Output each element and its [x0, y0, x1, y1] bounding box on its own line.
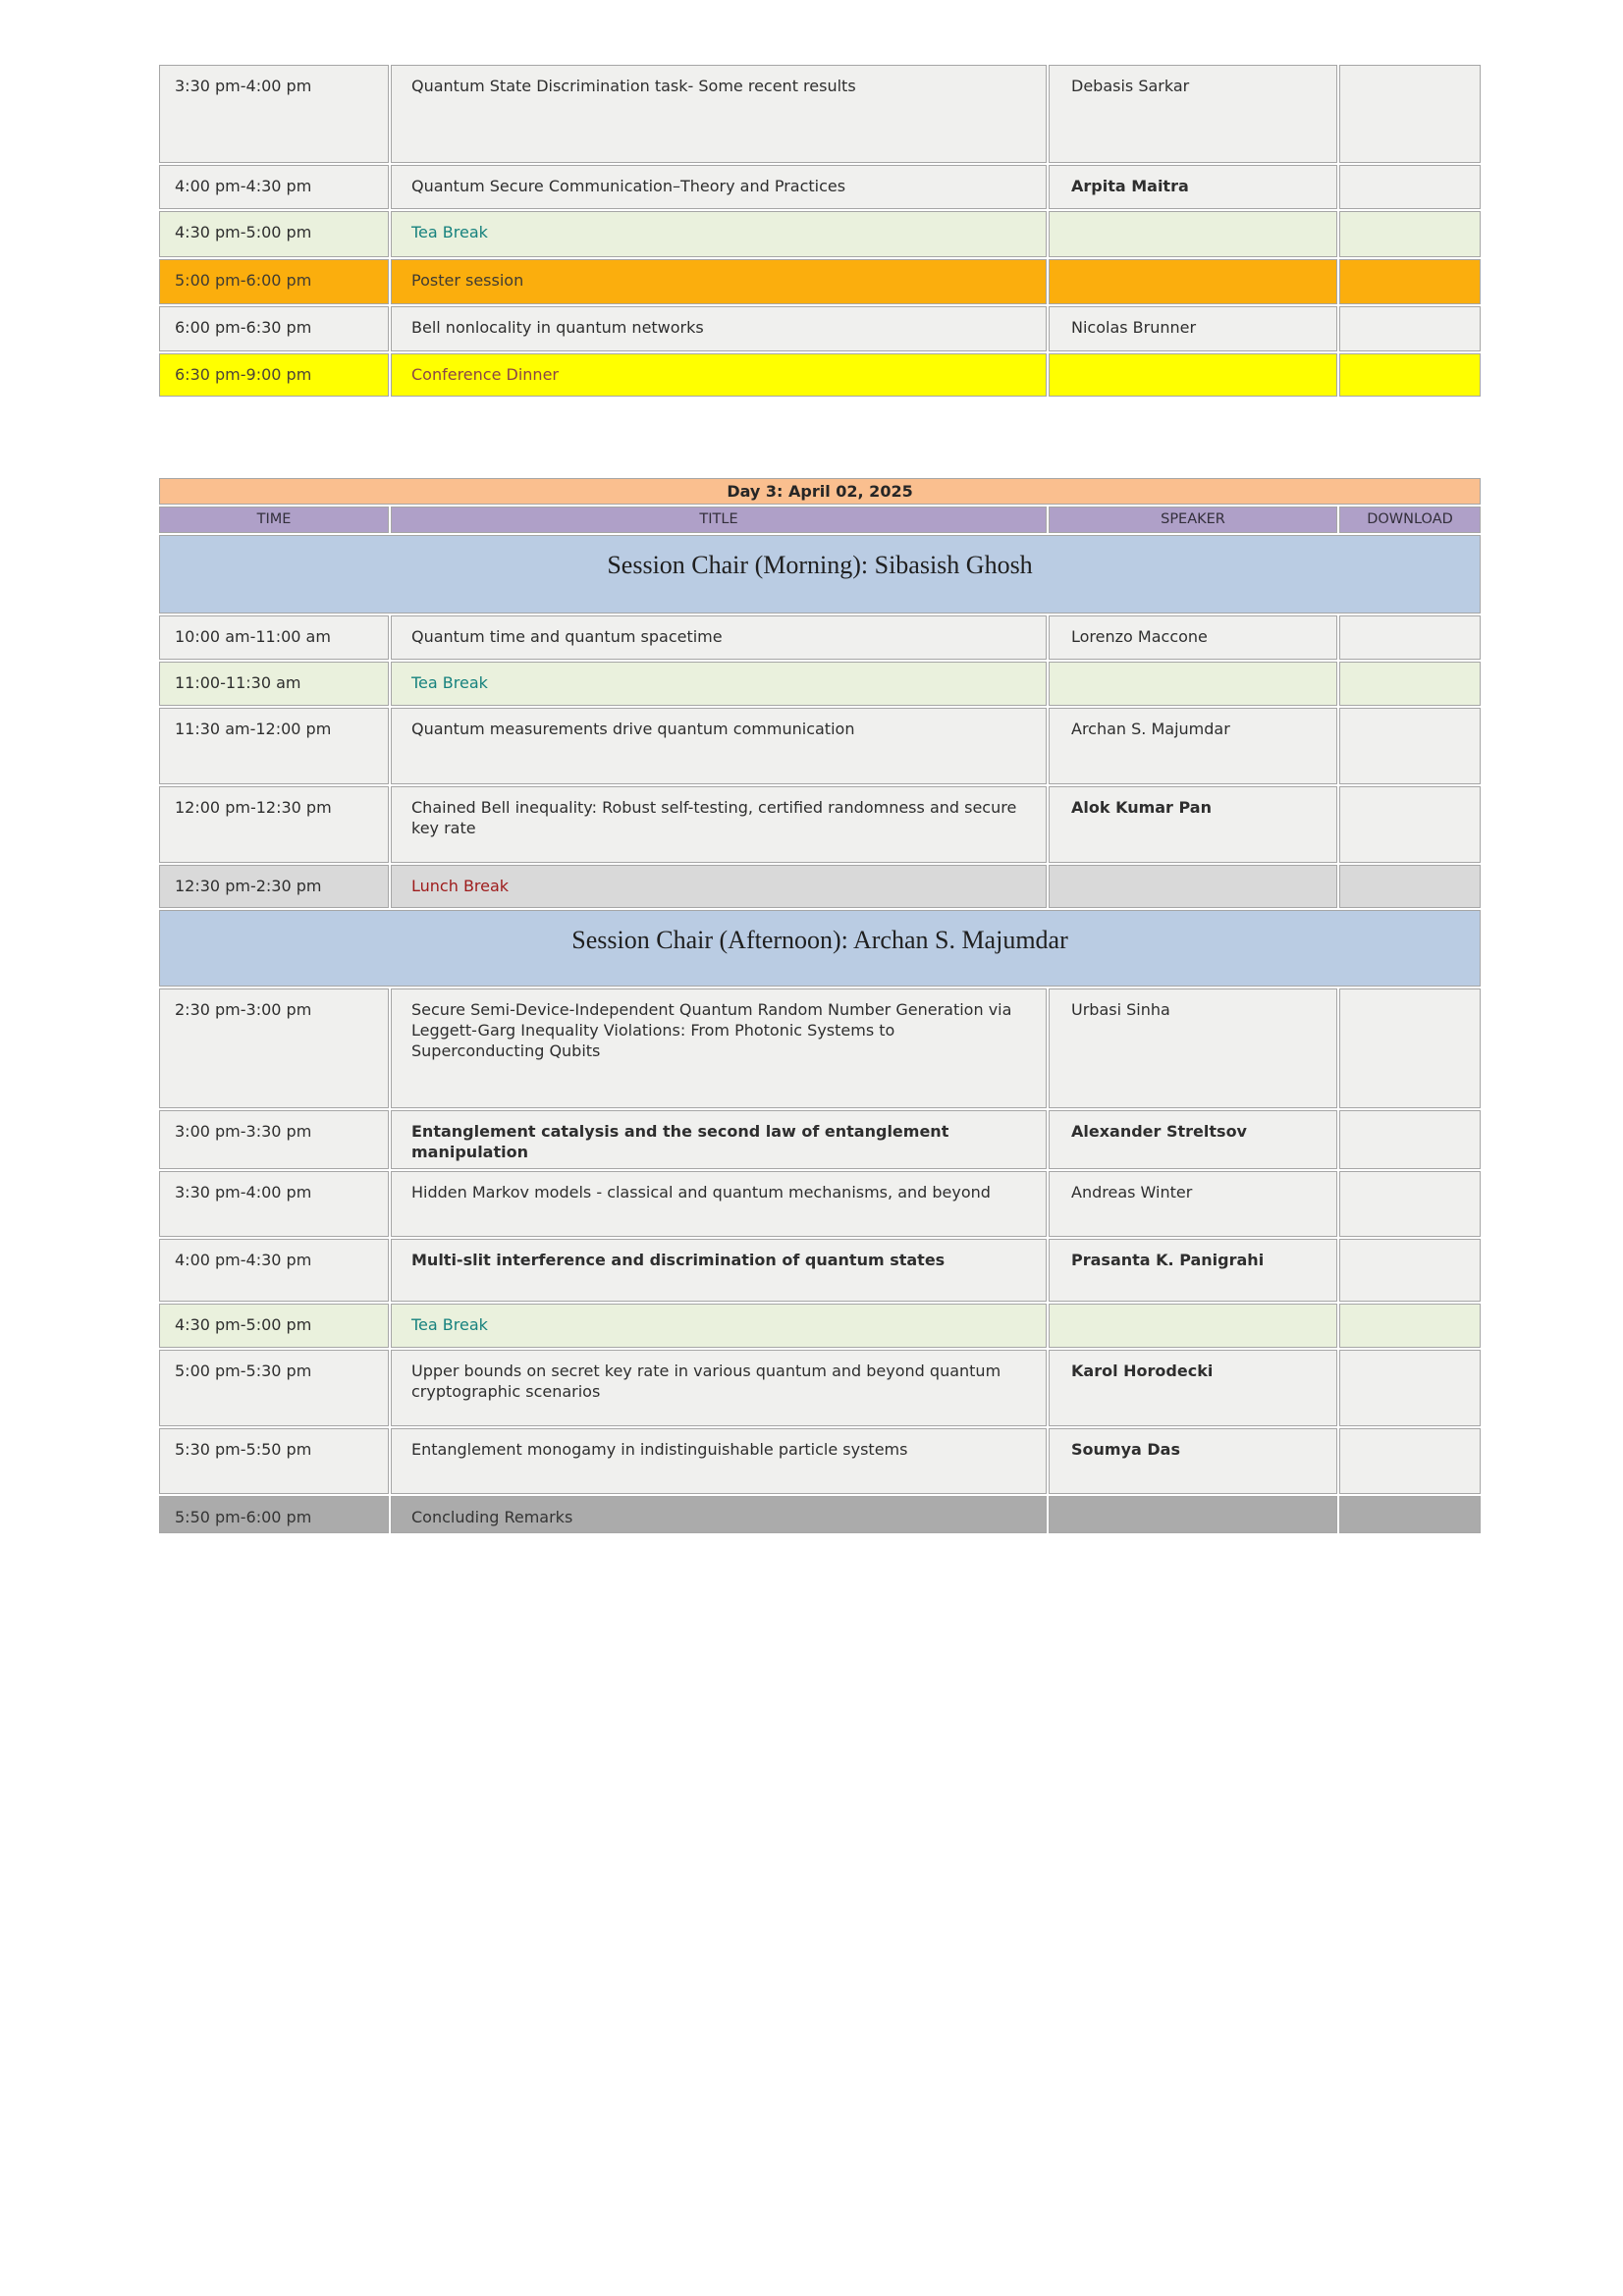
- title-cell: Entanglement catalysis and the second law of entanglement manipulation: [391, 1110, 1047, 1169]
- schedule-table-day3: [157, 476, 1483, 1535]
- time-cell: 5:00 pm-5:30 pm: [159, 1350, 389, 1426]
- speaker-cell: Soumya Das: [1049, 1428, 1337, 1494]
- table-row: [159, 1110, 1481, 1169]
- title-cell: Bell nonlocality in quantum networks: [391, 306, 1047, 351]
- table-row: [159, 910, 1481, 987]
- time-cell: 5:30 pm-5:50 pm: [159, 1428, 389, 1494]
- speaker-cell: [1049, 865, 1337, 908]
- download-cell: [1339, 259, 1481, 304]
- speaker-cell: [1049, 1496, 1337, 1533]
- time-cell: 3:00 pm-3:30 pm: [159, 1110, 389, 1169]
- speaker-cell: [1049, 353, 1337, 397]
- title-cell: Quantum Secure Communication–Theory and Practices: [391, 165, 1047, 209]
- column-header-time: TIME: [159, 507, 389, 533]
- table-row: [159, 259, 1481, 304]
- speaker-cell: Nicolas Brunner: [1049, 306, 1337, 351]
- speaker-cell: Prasanta K. Panigrahi: [1049, 1239, 1337, 1302]
- title-cell: Quantum time and quantum spacetime: [391, 615, 1047, 660]
- table-row: [159, 1428, 1481, 1494]
- column-header-download: DOWNLOAD: [1339, 507, 1481, 533]
- column-header-speaker: SPEAKER: [1049, 507, 1337, 533]
- time-cell: 4:30 pm-5:00 pm: [159, 1304, 389, 1348]
- title-cell: Quantum measurements drive quantum communication: [391, 708, 1047, 784]
- title-cell: Entanglement monogamy in indistinguishable particle systems: [391, 1428, 1047, 1494]
- speaker-cell: Urbasi Sinha: [1049, 988, 1337, 1108]
- speaker-cell: Karol Horodecki: [1049, 1350, 1337, 1426]
- download-cell: [1339, 1428, 1481, 1494]
- column-header-title: TITLE: [391, 507, 1047, 533]
- time-cell: 3:30 pm-4:00 pm: [159, 65, 389, 163]
- speaker-cell: [1049, 1304, 1337, 1348]
- speaker-cell: Arpita Maitra: [1049, 165, 1337, 209]
- table-row: [159, 535, 1481, 614]
- table-row: [159, 165, 1481, 209]
- title-cell: Hidden Markov models - classical and quantum mechanisms, and beyond: [391, 1171, 1047, 1237]
- download-cell: [1339, 165, 1481, 209]
- download-cell: [1339, 865, 1481, 908]
- table-row: [159, 708, 1481, 784]
- time-cell: 10:00 am-11:00 am: [159, 615, 389, 660]
- time-cell: 5:50 pm-6:00 pm: [159, 1496, 389, 1533]
- table-row: [159, 65, 1481, 163]
- title-cell: Tea Break: [391, 662, 1047, 706]
- title-cell: Conference Dinner: [391, 353, 1047, 397]
- speaker-cell: Alexander Streltsov: [1049, 1110, 1337, 1169]
- title-cell: Quantum State Discrimination task- Some recent results: [391, 65, 1047, 163]
- speaker-cell: Debasis Sarkar: [1049, 65, 1337, 163]
- title-cell: Poster session: [391, 259, 1047, 304]
- table-row: [159, 988, 1481, 1108]
- download-cell: [1339, 1496, 1481, 1533]
- speaker-cell: [1049, 662, 1337, 706]
- table-row: [159, 786, 1481, 863]
- download-cell: [1339, 988, 1481, 1108]
- download-cell: [1339, 1171, 1481, 1237]
- session-chair: Session Chair (Afternoon): Archan S. Majumdar: [159, 910, 1481, 987]
- table-row: [159, 1496, 1481, 1533]
- time-cell: 4:00 pm-4:30 pm: [159, 1239, 389, 1302]
- title-cell: Multi-slit interference and discrimination of quantum states: [391, 1239, 1047, 1302]
- table-row: [159, 1304, 1481, 1348]
- time-cell: 12:00 pm-12:30 pm: [159, 786, 389, 863]
- title-cell: Secure Semi-Device-Independent Quantum Random Number Generation via Leggett-Garg Inequality Violations: From Photonic Systems to Superconducting Qubits: [391, 988, 1047, 1108]
- time-cell: 5:00 pm-6:00 pm: [159, 259, 389, 304]
- table-row: [159, 1350, 1481, 1426]
- download-cell: [1339, 1350, 1481, 1426]
- time-cell: 6:00 pm-6:30 pm: [159, 306, 389, 351]
- schedule-table-top: [157, 63, 1483, 399]
- download-cell: [1339, 306, 1481, 351]
- download-cell: [1339, 1239, 1481, 1302]
- table-row: [159, 662, 1481, 706]
- title-cell: Concluding Remarks: [391, 1496, 1047, 1533]
- download-cell: [1339, 1304, 1481, 1348]
- download-cell: [1339, 1110, 1481, 1169]
- speaker-cell: Andreas Winter: [1049, 1171, 1337, 1237]
- title-cell: Upper bounds on secret key rate in various quantum and beyond quantum cryptographic scenarios: [391, 1350, 1047, 1426]
- table-row: [159, 507, 1481, 533]
- download-cell: [1339, 65, 1481, 163]
- table-row: [159, 615, 1481, 660]
- time-cell: 3:30 pm-4:00 pm: [159, 1171, 389, 1237]
- title-cell: Lunch Break: [391, 865, 1047, 908]
- title-cell: Chained Bell inequality: Robust self-testing, certified randomness and secure key rate: [391, 786, 1047, 863]
- table-row: [159, 306, 1481, 351]
- speaker-cell: Lorenzo Maccone: [1049, 615, 1337, 660]
- download-cell: [1339, 615, 1481, 660]
- time-cell: 4:00 pm-4:30 pm: [159, 165, 389, 209]
- table-row: [159, 211, 1481, 257]
- session-chair: Session Chair (Morning): Sibasish Ghosh: [159, 535, 1481, 614]
- time-cell: 11:30 am-12:00 pm: [159, 708, 389, 784]
- time-cell: 11:00-11:30 am: [159, 662, 389, 706]
- speaker-cell: [1049, 259, 1337, 304]
- title-cell: Tea Break: [391, 211, 1047, 257]
- download-cell: [1339, 211, 1481, 257]
- title-cell: Tea Break: [391, 1304, 1047, 1348]
- day-header: Day 3: April 02, 2025: [159, 478, 1481, 505]
- table-row: [159, 353, 1481, 397]
- time-cell: 4:30 pm-5:00 pm: [159, 211, 389, 257]
- table-row: [159, 1171, 1481, 1237]
- time-cell: 6:30 pm-9:00 pm: [159, 353, 389, 397]
- download-cell: [1339, 708, 1481, 784]
- speaker-cell: Archan S. Majumdar: [1049, 708, 1337, 784]
- download-cell: [1339, 662, 1481, 706]
- time-cell: 2:30 pm-3:00 pm: [159, 988, 389, 1108]
- time-cell: 12:30 pm-2:30 pm: [159, 865, 389, 908]
- table-row: [159, 478, 1481, 505]
- speaker-cell: [1049, 211, 1337, 257]
- table-row: [159, 865, 1481, 908]
- download-cell: [1339, 353, 1481, 397]
- speaker-cell: Alok Kumar Pan: [1049, 786, 1337, 863]
- table-row: [159, 1239, 1481, 1302]
- download-cell: [1339, 786, 1481, 863]
